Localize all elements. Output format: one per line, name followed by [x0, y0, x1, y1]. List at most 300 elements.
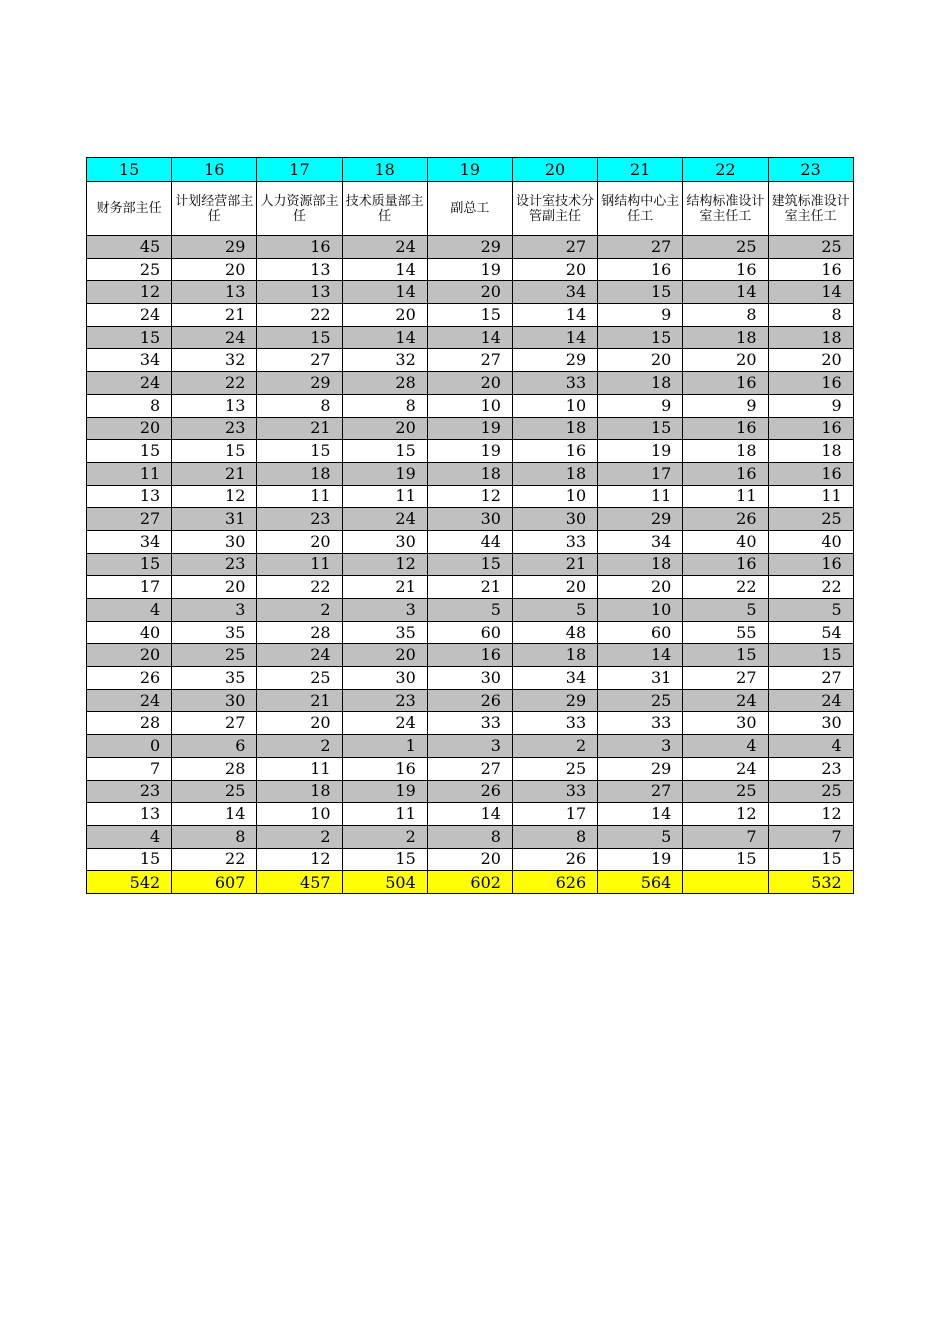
- score-cell[interactable]: 8: [87, 394, 172, 417]
- score-cell[interactable]: 11: [598, 485, 683, 508]
- score-cell[interactable]: 14: [512, 326, 597, 349]
- score-cell[interactable]: 40: [87, 621, 172, 644]
- score-cell[interactable]: 5: [598, 825, 683, 848]
- score-cell[interactable]: 24: [342, 712, 427, 735]
- score-cell[interactable]: 15: [598, 326, 683, 349]
- score-cell[interactable]: 34: [512, 667, 597, 690]
- score-cell[interactable]: 20: [512, 576, 597, 599]
- score-cell[interactable]: 8: [512, 825, 597, 848]
- score-cell[interactable]: 9: [683, 394, 768, 417]
- score-table-body: [87, 158, 854, 894]
- score-cell[interactable]: 2: [257, 735, 342, 758]
- score-cell[interactable]: 24: [257, 644, 342, 667]
- score-cell[interactable]: 20: [683, 349, 768, 372]
- column-index-row: [87, 158, 854, 182]
- score-cell[interactable]: 11: [257, 485, 342, 508]
- score-cell[interactable]: 11: [87, 462, 172, 485]
- score-cell[interactable]: 21: [342, 576, 427, 599]
- score-cell[interactable]: 12: [172, 485, 257, 508]
- score-cell[interactable]: 20: [172, 258, 257, 281]
- score-cell[interactable]: 25: [683, 236, 768, 259]
- column-index-cell[interactable]: 22: [683, 158, 768, 182]
- score-cell[interactable]: 15: [172, 440, 257, 463]
- score-cell[interactable]: 30: [172, 689, 257, 712]
- score-cell[interactable]: 10: [512, 394, 597, 417]
- score-cell[interactable]: 20: [427, 848, 512, 871]
- score-cell[interactable]: 12: [87, 281, 172, 304]
- score-cell[interactable]: 8: [768, 304, 853, 327]
- score-cell[interactable]: 14: [172, 803, 257, 826]
- score-cell[interactable]: 21: [172, 304, 257, 327]
- score-cell[interactable]: 0: [87, 735, 172, 758]
- score-cell[interactable]: 21: [427, 576, 512, 599]
- score-cell[interactable]: 29: [512, 349, 597, 372]
- column-header-cell[interactable]: 财务部主任: [87, 182, 172, 236]
- score-cell[interactable]: 24: [172, 326, 257, 349]
- score-row: [87, 689, 854, 712]
- score-cell[interactable]: 16: [768, 462, 853, 485]
- score-cell[interactable]: 18: [768, 326, 853, 349]
- score-cell[interactable]: 23: [172, 417, 257, 440]
- score-cell[interactable]: 19: [598, 848, 683, 871]
- score-cell[interactable]: 20: [768, 349, 853, 372]
- score-cell[interactable]: 15: [427, 553, 512, 576]
- score-cell[interactable]: 20: [427, 372, 512, 395]
- score-cell[interactable]: 20: [87, 644, 172, 667]
- score-cell[interactable]: 3: [172, 599, 257, 622]
- score-cell[interactable]: 17: [598, 462, 683, 485]
- score-cell[interactable]: 23: [342, 689, 427, 712]
- score-cell[interactable]: 26: [683, 508, 768, 531]
- score-cell[interactable]: 54: [768, 621, 853, 644]
- score-cell[interactable]: 16: [683, 417, 768, 440]
- column-index-cell[interactable]: 18: [342, 158, 427, 182]
- score-cell[interactable]: 23: [172, 553, 257, 576]
- score-cell[interactable]: 20: [172, 576, 257, 599]
- score-row: [87, 372, 854, 395]
- score-cell[interactable]: 24: [87, 304, 172, 327]
- score-cell[interactable]: 3: [427, 735, 512, 758]
- score-cell[interactable]: 44: [427, 530, 512, 553]
- score-cell[interactable]: 2: [257, 825, 342, 848]
- score-cell[interactable]: 33: [512, 780, 597, 803]
- score-cell[interactable]: 4: [87, 825, 172, 848]
- score-cell[interactable]: 22: [172, 372, 257, 395]
- score-cell[interactable]: 14: [342, 258, 427, 281]
- score-row: [87, 326, 854, 349]
- total-cell[interactable]: 542: [87, 871, 172, 894]
- score-cell[interactable]: 27: [427, 757, 512, 780]
- score-cell[interactable]: 30: [768, 712, 853, 735]
- score-cell[interactable]: 18: [598, 372, 683, 395]
- score-cell[interactable]: 24: [768, 689, 853, 712]
- column-header-cell[interactable]: 人力资源部主任: [257, 182, 342, 236]
- score-cell[interactable]: 12: [427, 485, 512, 508]
- score-cell[interactable]: 32: [342, 349, 427, 372]
- score-cell[interactable]: 34: [87, 349, 172, 372]
- score-cell[interactable]: 12: [683, 803, 768, 826]
- score-cell[interactable]: 9: [768, 394, 853, 417]
- score-cell[interactable]: 15: [598, 281, 683, 304]
- score-cell[interactable]: 15: [87, 848, 172, 871]
- score-cell[interactable]: 25: [768, 508, 853, 531]
- score-cell[interactable]: 33: [512, 372, 597, 395]
- column-header-cell[interactable]: 副总工: [427, 182, 512, 236]
- total-cell[interactable]: 602: [427, 871, 512, 894]
- score-cell[interactable]: 14: [512, 304, 597, 327]
- score-cell[interactable]: 25: [87, 258, 172, 281]
- score-cell[interactable]: 25: [683, 780, 768, 803]
- score-cell[interactable]: 27: [257, 349, 342, 372]
- score-cell[interactable]: 18: [427, 462, 512, 485]
- score-cell[interactable]: 29: [172, 236, 257, 259]
- score-cell[interactable]: 22: [172, 848, 257, 871]
- score-row: [87, 304, 854, 327]
- score-cell[interactable]: 13: [172, 281, 257, 304]
- score-cell[interactable]: 28: [342, 372, 427, 395]
- score-row: [87, 848, 854, 871]
- score-cell[interactable]: 48: [512, 621, 597, 644]
- score-cell[interactable]: 14: [427, 803, 512, 826]
- score-cell[interactable]: 34: [598, 530, 683, 553]
- score-cell[interactable]: 8: [427, 825, 512, 848]
- score-cell[interactable]: 15: [683, 848, 768, 871]
- score-cell[interactable]: 15: [257, 440, 342, 463]
- score-cell[interactable]: 11: [342, 485, 427, 508]
- column-header-cell[interactable]: 技术质量部主任: [342, 182, 427, 236]
- score-cell[interactable]: 15: [87, 326, 172, 349]
- score-row: [87, 417, 854, 440]
- score-cell[interactable]: 7: [683, 825, 768, 848]
- score-cell[interactable]: 5: [427, 599, 512, 622]
- score-cell[interactable]: 26: [427, 780, 512, 803]
- score-cell[interactable]: 15: [87, 440, 172, 463]
- score-cell[interactable]: 15: [768, 848, 853, 871]
- total-cell[interactable]: 532: [768, 871, 853, 894]
- score-cell[interactable]: 29: [598, 757, 683, 780]
- score-cell[interactable]: 18: [512, 462, 597, 485]
- score-cell[interactable]: 27: [598, 236, 683, 259]
- score-cell[interactable]: 22: [257, 576, 342, 599]
- score-cell[interactable]: 18: [683, 326, 768, 349]
- score-cell[interactable]: 13: [257, 258, 342, 281]
- score-cell[interactable]: 8: [172, 825, 257, 848]
- score-cell[interactable]: 18: [512, 417, 597, 440]
- score-row: [87, 394, 854, 417]
- score-cell[interactable]: 14: [768, 281, 853, 304]
- score-cell[interactable]: 25: [768, 780, 853, 803]
- score-cell[interactable]: 24: [342, 236, 427, 259]
- score-cell[interactable]: 31: [172, 508, 257, 531]
- score-cell[interactable]: 29: [512, 689, 597, 712]
- score-cell[interactable]: 22: [257, 304, 342, 327]
- score-cell[interactable]: 30: [427, 508, 512, 531]
- score-cell[interactable]: 14: [342, 326, 427, 349]
- score-cell[interactable]: 20: [598, 349, 683, 372]
- column-index-cell[interactable]: 16: [172, 158, 257, 182]
- score-cell[interactable]: 19: [598, 440, 683, 463]
- score-row: [87, 258, 854, 281]
- score-cell[interactable]: 16: [257, 236, 342, 259]
- score-cell[interactable]: 29: [598, 508, 683, 531]
- score-cell[interactable]: 7: [87, 757, 172, 780]
- score-cell[interactable]: 4: [87, 599, 172, 622]
- score-cell[interactable]: 30: [172, 530, 257, 553]
- column-index-cell[interactable]: 17: [257, 158, 342, 182]
- total-cell[interactable]: 504: [342, 871, 427, 894]
- score-cell[interactable]: 15: [257, 326, 342, 349]
- score-cell[interactable]: 34: [87, 530, 172, 553]
- score-cell[interactable]: 18: [512, 644, 597, 667]
- score-cell[interactable]: 24: [683, 757, 768, 780]
- score-cell[interactable]: 22: [683, 576, 768, 599]
- score-cell[interactable]: 13: [172, 394, 257, 417]
- score-cell[interactable]: 30: [342, 667, 427, 690]
- score-cell[interactable]: 28: [172, 757, 257, 780]
- column-header-cell[interactable]: 设计室技术分管副主任: [512, 182, 597, 236]
- score-cell[interactable]: 11: [683, 485, 768, 508]
- total-cell[interactable]: [683, 871, 768, 894]
- column-index-cell[interactable]: 15: [87, 158, 172, 182]
- score-cell[interactable]: 32: [172, 349, 257, 372]
- score-cell[interactable]: 29: [257, 372, 342, 395]
- score-cell[interactable]: 27: [683, 667, 768, 690]
- column-index-cell[interactable]: 19: [427, 158, 512, 182]
- score-cell[interactable]: 25: [598, 689, 683, 712]
- score-row: [87, 621, 854, 644]
- score-cell[interactable]: 3: [598, 735, 683, 758]
- total-cell[interactable]: 457: [257, 871, 342, 894]
- score-cell[interactable]: 21: [172, 462, 257, 485]
- score-cell[interactable]: 60: [427, 621, 512, 644]
- score-row: [87, 667, 854, 690]
- score-cell[interactable]: 10: [598, 599, 683, 622]
- score-cell[interactable]: 24: [683, 689, 768, 712]
- score-cell[interactable]: 13: [87, 485, 172, 508]
- score-cell[interactable]: 16: [512, 440, 597, 463]
- score-cell[interactable]: 17: [512, 803, 597, 826]
- score-cell[interactable]: 15: [683, 644, 768, 667]
- total-cell[interactable]: 626: [512, 871, 597, 894]
- score-cell[interactable]: 27: [512, 236, 597, 259]
- score-cell[interactable]: 16: [342, 757, 427, 780]
- score-cell[interactable]: 16: [683, 372, 768, 395]
- score-cell[interactable]: 6: [172, 735, 257, 758]
- score-cell[interactable]: 16: [427, 644, 512, 667]
- score-cell[interactable]: 13: [87, 803, 172, 826]
- score-cell[interactable]: 18: [598, 553, 683, 576]
- score-cell[interactable]: 10: [427, 394, 512, 417]
- column-header-cell[interactable]: 结构标准设计室主任工: [683, 182, 768, 236]
- score-cell[interactable]: 24: [87, 689, 172, 712]
- score-cell[interactable]: 16: [683, 462, 768, 485]
- score-cell[interactable]: 3: [342, 599, 427, 622]
- score-cell[interactable]: 45: [87, 236, 172, 259]
- score-cell[interactable]: 20: [87, 417, 172, 440]
- score-cell[interactable]: 20: [342, 644, 427, 667]
- score-cell[interactable]: 11: [257, 757, 342, 780]
- score-cell[interactable]: 23: [768, 757, 853, 780]
- score-cell[interactable]: 16: [768, 553, 853, 576]
- total-cell[interactable]: 607: [172, 871, 257, 894]
- score-cell[interactable]: 27: [427, 349, 512, 372]
- column-header-cell[interactable]: 钢结构中心主任工: [598, 182, 683, 236]
- score-cell[interactable]: 33: [512, 530, 597, 553]
- score-cell[interactable]: 40: [768, 530, 853, 553]
- score-cell[interactable]: 15: [342, 848, 427, 871]
- column-index-cell[interactable]: 20: [512, 158, 597, 182]
- score-cell[interactable]: 15: [768, 644, 853, 667]
- score-cell[interactable]: 33: [512, 712, 597, 735]
- score-cell[interactable]: 20: [512, 258, 597, 281]
- score-cell[interactable]: 14: [342, 281, 427, 304]
- score-cell[interactable]: 2: [512, 735, 597, 758]
- score-cell[interactable]: 30: [683, 712, 768, 735]
- score-cell[interactable]: 20: [257, 712, 342, 735]
- score-cell[interactable]: 20: [342, 417, 427, 440]
- score-cell[interactable]: 10: [257, 803, 342, 826]
- score-cell[interactable]: 5: [683, 599, 768, 622]
- score-cell[interactable]: 2: [257, 599, 342, 622]
- score-cell[interactable]: 22: [768, 576, 853, 599]
- score-cell[interactable]: 21: [512, 553, 597, 576]
- score-row: [87, 462, 854, 485]
- score-cell[interactable]: 60: [598, 621, 683, 644]
- score-cell[interactable]: 30: [342, 530, 427, 553]
- score-row: [87, 576, 854, 599]
- score-row: [87, 803, 854, 826]
- score-cell[interactable]: 9: [598, 304, 683, 327]
- score-cell[interactable]: 34: [512, 281, 597, 304]
- score-cell[interactable]: 11: [257, 553, 342, 576]
- score-cell[interactable]: 27: [768, 667, 853, 690]
- score-cell[interactable]: 26: [427, 689, 512, 712]
- score-cell[interactable]: 14: [598, 803, 683, 826]
- score-cell[interactable]: 28: [87, 712, 172, 735]
- score-row: [87, 281, 854, 304]
- score-cell[interactable]: 14: [683, 281, 768, 304]
- score-cell[interactable]: 1: [342, 735, 427, 758]
- score-cell[interactable]: 26: [87, 667, 172, 690]
- column-index-cell[interactable]: 23: [768, 158, 853, 182]
- score-cell[interactable]: 4: [683, 735, 768, 758]
- score-cell[interactable]: 25: [768, 236, 853, 259]
- score-row: [87, 440, 854, 463]
- score-cell[interactable]: 35: [342, 621, 427, 644]
- score-cell[interactable]: 11: [768, 485, 853, 508]
- score-cell[interactable]: 24: [87, 372, 172, 395]
- score-cell[interactable]: 5: [768, 599, 853, 622]
- score-cell[interactable]: 27: [87, 508, 172, 531]
- score-cell[interactable]: 14: [598, 644, 683, 667]
- score-cell[interactable]: 8: [683, 304, 768, 327]
- score-cell[interactable]: 33: [427, 712, 512, 735]
- score-cell[interactable]: 25: [172, 644, 257, 667]
- column-header-cell[interactable]: 计划经营部主任: [172, 182, 257, 236]
- score-cell[interactable]: 19: [342, 780, 427, 803]
- score-cell[interactable]: 35: [172, 621, 257, 644]
- score-row: [87, 508, 854, 531]
- score-cell[interactable]: 19: [427, 258, 512, 281]
- score-cell[interactable]: 2: [342, 825, 427, 848]
- score-cell[interactable]: 9: [598, 394, 683, 417]
- score-cell[interactable]: 30: [427, 667, 512, 690]
- column-header-cell[interactable]: 建筑标准设计室主任工: [768, 182, 853, 236]
- score-cell[interactable]: 21: [257, 689, 342, 712]
- score-cell[interactable]: 27: [172, 712, 257, 735]
- score-row: [87, 644, 854, 667]
- score-row: [87, 757, 854, 780]
- score-cell[interactable]: 18: [257, 780, 342, 803]
- score-cell[interactable]: 18: [683, 440, 768, 463]
- score-cell[interactable]: 11: [342, 803, 427, 826]
- score-cell[interactable]: 16: [768, 417, 853, 440]
- score-cell[interactable]: 25: [172, 780, 257, 803]
- score-cell[interactable]: 16: [768, 258, 853, 281]
- score-cell[interactable]: 12: [342, 553, 427, 576]
- score-cell[interactable]: 29: [427, 236, 512, 259]
- score-cell[interactable]: 21: [257, 417, 342, 440]
- score-cell[interactable]: 20: [598, 576, 683, 599]
- score-cell[interactable]: 40: [683, 530, 768, 553]
- score-cell[interactable]: 30: [512, 508, 597, 531]
- score-cell[interactable]: 20: [427, 281, 512, 304]
- score-cell[interactable]: 23: [87, 780, 172, 803]
- score-cell[interactable]: 25: [512, 757, 597, 780]
- score-cell[interactable]: 23: [257, 508, 342, 531]
- score-cell[interactable]: 20: [342, 304, 427, 327]
- score-cell[interactable]: 19: [427, 417, 512, 440]
- score-cell[interactable]: 13: [257, 281, 342, 304]
- score-cell[interactable]: 16: [683, 553, 768, 576]
- score-row: [87, 530, 854, 553]
- total-cell[interactable]: 564: [598, 871, 683, 894]
- score-cell[interactable]: 8: [342, 394, 427, 417]
- score-cell[interactable]: 7: [768, 825, 853, 848]
- score-cell[interactable]: 12: [768, 803, 853, 826]
- score-cell[interactable]: 16: [768, 372, 853, 395]
- score-cell[interactable]: 16: [598, 258, 683, 281]
- score-cell[interactable]: 10: [512, 485, 597, 508]
- score-cell[interactable]: 55: [683, 621, 768, 644]
- score-cell[interactable]: 15: [342, 440, 427, 463]
- score-cell[interactable]: 28: [257, 621, 342, 644]
- score-cell[interactable]: 33: [598, 712, 683, 735]
- score-cell[interactable]: 17: [87, 576, 172, 599]
- score-cell[interactable]: 8: [257, 394, 342, 417]
- score-cell[interactable]: 15: [87, 553, 172, 576]
- score-cell[interactable]: 35: [172, 667, 257, 690]
- score-cell[interactable]: 31: [598, 667, 683, 690]
- score-cell[interactable]: 19: [427, 440, 512, 463]
- score-cell[interactable]: 27: [598, 780, 683, 803]
- score-cell[interactable]: 5: [512, 599, 597, 622]
- score-cell[interactable]: 19: [342, 462, 427, 485]
- score-cell[interactable]: 14: [427, 326, 512, 349]
- column-index-cell[interactable]: 21: [598, 158, 683, 182]
- score-cell[interactable]: 12: [257, 848, 342, 871]
- score-cell[interactable]: 25: [257, 667, 342, 690]
- score-cell[interactable]: 15: [598, 417, 683, 440]
- score-cell[interactable]: 15: [427, 304, 512, 327]
- score-cell[interactable]: 20: [257, 530, 342, 553]
- score-cell[interactable]: 4: [768, 735, 853, 758]
- score-cell[interactable]: 18: [257, 462, 342, 485]
- score-cell[interactable]: 26: [512, 848, 597, 871]
- score-cell[interactable]: 24: [342, 508, 427, 531]
- score-cell[interactable]: 16: [683, 258, 768, 281]
- score-cell[interactable]: 18: [768, 440, 853, 463]
